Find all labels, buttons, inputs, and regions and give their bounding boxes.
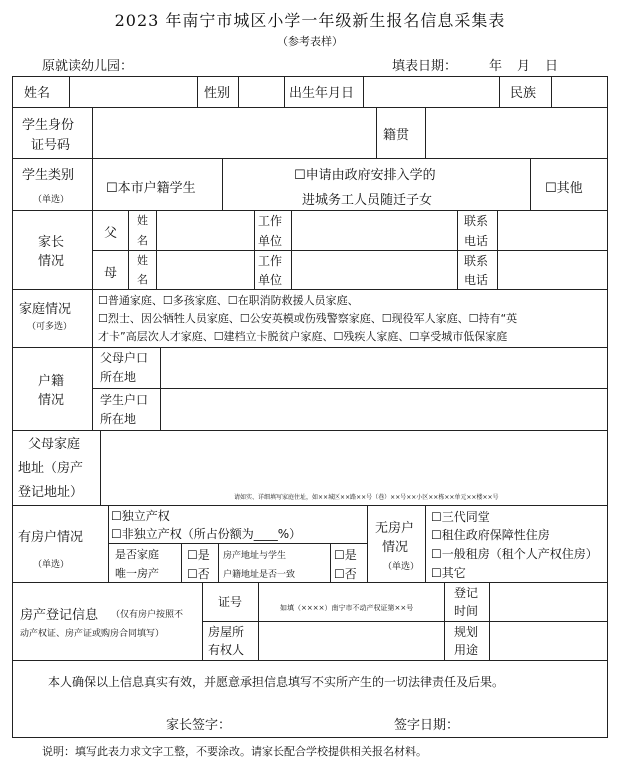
fill-date-day: 日	[545, 59, 559, 74]
family-options-line-3[interactable]: 才卡”高层次人才家庭、☐建档立卡脱贫户家庭、☐残疾人家庭、☐享受城市低保家庭	[98, 330, 508, 343]
name-label: 姓名	[24, 86, 51, 101]
fill-date-month: 月	[517, 59, 531, 74]
gender-label: 性别	[204, 86, 231, 101]
student-hukou-label-2: 所在地	[100, 412, 137, 426]
father-label: 父	[104, 226, 118, 241]
house-owner-label: 有房户情况	[18, 530, 84, 545]
line	[197, 76, 198, 107]
address-hint: 请如实、详细填写家庭住址，如××城区××路××号（巷）××号××小区××栋××单元××楼××号	[234, 494, 499, 501]
line	[12, 505, 608, 506]
property-owner-label: 房屋所	[208, 625, 245, 639]
line	[156, 210, 157, 289]
home-address-label-3: 登记地址）	[18, 485, 84, 500]
property-info-note: （仅有房户按照不	[111, 610, 184, 620]
father-phone-label-2: 电话	[464, 234, 489, 248]
option-partial-ownership[interactable]: ☐非独立产权（所占份额为____%）	[111, 527, 302, 541]
line	[12, 107, 608, 108]
mother-label: 母	[104, 266, 118, 281]
line	[367, 505, 368, 582]
mother-phone-label: 联系	[464, 254, 489, 268]
border-left	[12, 76, 13, 738]
option-migrant-student[interactable]: ☐申请由政府安排入学的	[294, 168, 436, 183]
mother-name-label-2: 名	[137, 273, 148, 286]
father-name-label-2: 名	[137, 234, 148, 247]
line	[218, 543, 219, 582]
multi-choice-note: （可多选）	[27, 322, 73, 332]
father-phone-label: 联系	[464, 214, 489, 228]
birth-date-label: 出生年月日	[289, 86, 355, 101]
address-match-no[interactable]: ☐否	[334, 567, 357, 581]
mother-phone-label-2: 电话	[464, 273, 489, 287]
line	[100, 430, 101, 505]
option-other-student[interactable]: ☐其他	[545, 181, 583, 196]
option-other-housing[interactable]: ☐其它	[431, 566, 466, 580]
housing-single-choice-note: （单选）	[33, 560, 70, 570]
border-top	[12, 76, 608, 77]
form-subtitle: （参考表样）	[277, 35, 343, 48]
border-bottom	[12, 737, 608, 738]
line	[238, 76, 239, 107]
student-id-label-2: 证号码	[31, 138, 71, 153]
line	[254, 210, 255, 289]
hukou-label-2: 情况	[38, 393, 65, 408]
line	[92, 210, 93, 289]
line	[108, 543, 367, 544]
line	[181, 543, 182, 582]
option-local-student[interactable]: ☐本市户籍学生	[106, 181, 196, 196]
line	[12, 289, 608, 290]
line	[92, 289, 93, 347]
line	[12, 158, 608, 159]
parent-info-label-2: 情况	[38, 254, 65, 269]
no-house-label: 无房户	[375, 521, 415, 536]
student-id-label: 学生身份	[22, 118, 75, 133]
line	[69, 76, 70, 107]
parent-hukou-label-2: 所在地	[100, 370, 137, 384]
line	[92, 347, 93, 430]
line	[425, 505, 426, 582]
native-place-label: 籍贯	[383, 128, 410, 143]
mother-work-label-2: 单位	[258, 273, 283, 287]
form-title: 2023 年南宁市城区小学一年级新生报名信息采集表	[114, 11, 506, 30]
property-info-label: 房产登记信息	[20, 608, 99, 623]
father-work-label-2: 单位	[258, 234, 283, 248]
line	[284, 76, 285, 107]
property-info-note-2: 动产权证、房产证或购房合同填写）	[20, 629, 165, 639]
line	[499, 76, 500, 107]
line	[12, 582, 608, 583]
footer-note: 说明：填写此表力求文字工整，不要涂改。请家长配合学校提供相关报名材料。	[42, 745, 427, 758]
option-sole-ownership[interactable]: ☐独立产权	[111, 509, 170, 523]
planned-use-label: 规划	[454, 625, 479, 639]
line	[160, 347, 161, 430]
single-choice-note: （单选）	[33, 195, 70, 205]
registration-form	[12, 76, 608, 738]
address-match-label-2: 户籍地址是否一致	[223, 570, 296, 580]
line	[530, 158, 531, 210]
line	[497, 210, 498, 289]
hukou-label: 户籍	[38, 374, 65, 389]
register-time-label-2: 时间	[454, 604, 479, 618]
line	[108, 505, 109, 582]
line	[92, 250, 608, 251]
mother-work-label: 工作	[258, 254, 283, 268]
line	[12, 347, 608, 348]
address-match-label: 房产地址与学生	[223, 551, 287, 561]
ethnicity-label: 民族	[510, 86, 537, 101]
family-situation-label: 家庭情况	[19, 302, 72, 317]
home-address-label: 父母家庭	[28, 437, 81, 452]
student-type-label: 学生类别	[22, 168, 75, 183]
parent-info-label: 家长	[38, 235, 65, 250]
property-owner-label-2: 有权人	[208, 643, 245, 657]
line	[92, 158, 93, 210]
option-private-rental[interactable]: ☐一般租房（租个人产权住房）	[431, 547, 598, 561]
only-house-label-2: 唯一房产	[115, 567, 159, 580]
line	[222, 158, 223, 210]
line	[128, 210, 129, 289]
kindergarten-label: 原就读幼儿园：	[42, 59, 134, 74]
cert-number-label: 证号	[218, 595, 243, 609]
line	[12, 430, 608, 431]
line	[258, 582, 259, 660]
family-options-line-2[interactable]: ☐烈士、因公牺牲人员家庭、☐公安英模或伤残警察家庭、☐现役军人家庭、☐持有“英	[98, 312, 518, 325]
line	[291, 210, 292, 289]
family-options-line-1[interactable]: ☐普通家庭、☐多孩家庭、☐在职消防救援人员家庭、	[98, 294, 359, 307]
only-house-label: 是否家庭	[115, 548, 159, 561]
planned-use-label-2: 用途	[454, 643, 479, 657]
home-address-label-2: 地址（房产	[18, 461, 84, 476]
parent-signature-label[interactable]: 家长签字：	[166, 718, 232, 733]
line	[12, 210, 608, 211]
option-migrant-student-2: 进城务工人员随迁子女	[302, 193, 433, 208]
mother-name-label: 姓	[137, 254, 148, 267]
line	[92, 388, 608, 389]
father-name-label: 姓	[137, 214, 148, 227]
no-house-single-choice-note: （单选）	[383, 562, 420, 572]
line	[551, 76, 552, 107]
line	[376, 107, 377, 158]
line	[363, 76, 364, 107]
student-hukou-label: 学生户口	[100, 393, 149, 407]
option-public-rental[interactable]: ☐租住政府保障性住房	[431, 528, 550, 542]
parent-hukou-label: 父母户口	[100, 351, 149, 365]
address-match-yes[interactable]: ☐是	[334, 548, 357, 562]
line	[202, 621, 608, 622]
line	[330, 543, 331, 582]
only-house-no[interactable]: ☐否	[187, 567, 210, 581]
line	[457, 210, 458, 289]
only-house-yes[interactable]: ☐是	[187, 548, 210, 562]
fill-date-label: 填表日期：	[392, 59, 458, 74]
line	[12, 660, 608, 661]
signature-date-label[interactable]: 签字日期：	[394, 718, 460, 733]
line	[444, 582, 445, 660]
option-three-generations[interactable]: ☐三代同堂	[431, 510, 490, 524]
register-time-label: 登记	[454, 586, 479, 600]
line	[202, 582, 203, 660]
fill-date-year: 年	[489, 59, 503, 74]
cert-number-hint: 如填（××××）南宁市不动产权证第××号	[280, 604, 414, 612]
line	[92, 107, 93, 158]
border-right	[607, 76, 608, 738]
declaration-text: 本人确保以上信息真实有效，并愿意承担信息填写不实所产生的一切法律责任及后果。	[48, 675, 505, 689]
no-house-label-2: 情况	[382, 540, 409, 555]
father-work-label: 工作	[258, 214, 283, 228]
line	[489, 582, 490, 660]
line	[425, 107, 426, 158]
